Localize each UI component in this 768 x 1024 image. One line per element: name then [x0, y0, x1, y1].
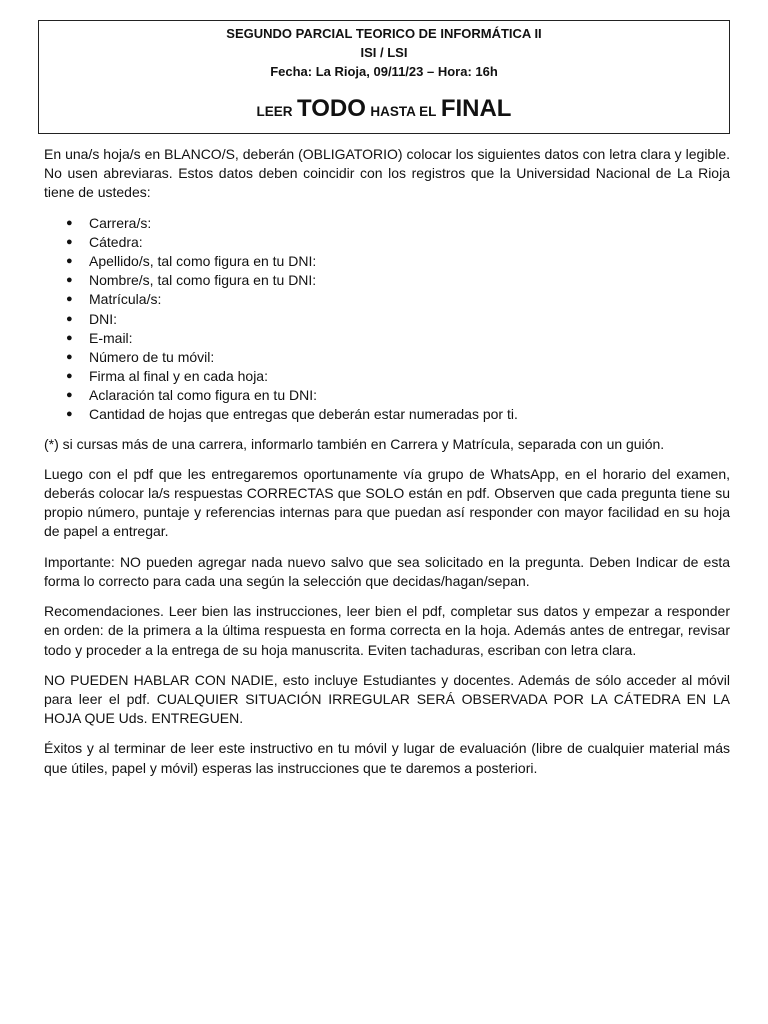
- list-item: [44, 329, 730, 348]
- intro-paragraph: En una/s hoja/s en BLANCO/S, deberán (OBLIGATORIO) colocar los siguientes datos con letra clara y legible. No usen abreviaras. Estos datos deben coincidir con los registros que la Universidad Nacional de La Rioja tiene de ustedes:: [44, 146, 730, 201]
- field-label: Aclaración tal como figura en tu DNI:: [89, 387, 317, 404]
- field-label: Apellido/s, tal como figura en tu DNI:: [89, 252, 317, 269]
- read-all-banner: [39, 94, 729, 127]
- list-item: [44, 405, 730, 424]
- list-item: [44, 252, 730, 271]
- list-item: [44, 271, 730, 290]
- banner-words-hasta-el: HASTA EL: [370, 104, 437, 119]
- field-label: Cantidad de hojas que entregas que deberán estar numeradas por ti.: [89, 406, 518, 423]
- banner-word-todo: TODO: [297, 95, 366, 122]
- bullet-icon: ●: [66, 350, 73, 363]
- bullet-icon: ●: [66, 331, 73, 344]
- field-label: Número de tu móvil:: [89, 348, 215, 365]
- list-item: [44, 310, 730, 329]
- multiple-careers-note: (*) si cursas más de una carrera, informarlo también en Carrera y Matrícula, separada con un guión.: [44, 435, 665, 452]
- closing-paragraph: Éxitos y al terminar de leer este instructivo en tu móvil y lugar de evaluación (libre de cualquier material más que útiles, papel y móvil) esperas las instrucciones que te daremos a posteriori.: [44, 740, 730, 776]
- exam-date-line: Fecha: La Rioja, 09/11/23 – Hora: 16h: [270, 64, 498, 79]
- field-label: E-mail:: [89, 329, 133, 346]
- bullet-icon: ●: [66, 235, 73, 248]
- important-paragraph: Importante: NO pueden agregar nada nuevo salvo que sea solicitado en la pregunta. Deben Indicar de esta forma lo correcto para cada una según la selección que decidas/hagan/sepan.: [44, 553, 730, 589]
- list-item: [44, 290, 730, 309]
- list-item: [44, 348, 730, 367]
- bullet-icon: ●: [66, 216, 73, 229]
- bullet-icon: ●: [66, 408, 73, 421]
- list-item: [44, 233, 730, 252]
- list-item: [44, 214, 730, 233]
- banner-word-leer: LEER: [256, 104, 293, 119]
- pdf-answers-paragraph: Luego con el pdf que les entregaremos oportunamente vía grupo de WhatsApp, en el horario del examen, deberás colocar la/s respuestas CORRECTAS que SOLO están en pdf. Observen que cada pregunta tiene su propio número, puntaje y referencias internas para que puedan así responder con mayor facilidad en su hoja de papel a entregar.: [44, 465, 730, 540]
- no-talking-paragraph: NO PUEDEN HABLAR CON NADIE, esto incluye Estudiantes y docentes. Además de sólo acceder al móvil para leer el pdf. CUALQUIER SITUACIÓN IRREGULAR SERÁ OBSERVADA POR LA CÁTEDRA EN LA HOJA QUE Uds. ENTREGUEN.: [44, 671, 730, 727]
- field-label: Matrícula/s:: [89, 291, 162, 308]
- bullet-icon: ●: [66, 274, 73, 287]
- exam-title: SEGUNDO PARCIAL TEORICO DE INFORMÁTICA II: [226, 26, 542, 41]
- bullet-icon: ●: [66, 293, 73, 306]
- recommendations-paragraph: Recomendaciones. Leer bien las instrucciones, leer bien el pdf, completar sus datos y empezar a responder en orden: de la primera a la última respuesta en forma correcta en la hoja. Además antes de entregar, revisar todo y proceder a la entrega de su hoja manuscrita. Eviten tachaduras, escriban con letra clara.: [44, 603, 730, 658]
- bullet-icon: ●: [66, 389, 73, 402]
- field-label: Firma al final y en cada hoja:: [89, 368, 268, 385]
- required-fields-list: [44, 214, 730, 425]
- bullet-icon: ●: [66, 312, 73, 325]
- instructions-body: [44, 145, 730, 789]
- bullet-icon: ●: [66, 254, 73, 267]
- bullet-icon: ●: [66, 370, 73, 383]
- field-label: Carrera/s:: [89, 214, 152, 231]
- field-label: DNI:: [89, 310, 117, 327]
- exam-subtitle: ISI / LSI: [360, 45, 408, 60]
- exam-header-box: [38, 20, 730, 134]
- field-label: Cátedra:: [89, 233, 143, 250]
- list-item: [44, 367, 730, 386]
- list-item: [44, 386, 730, 405]
- banner-word-final: FINAL: [440, 95, 512, 122]
- field-label: Nombre/s, tal como figura en tu DNI:: [89, 272, 317, 289]
